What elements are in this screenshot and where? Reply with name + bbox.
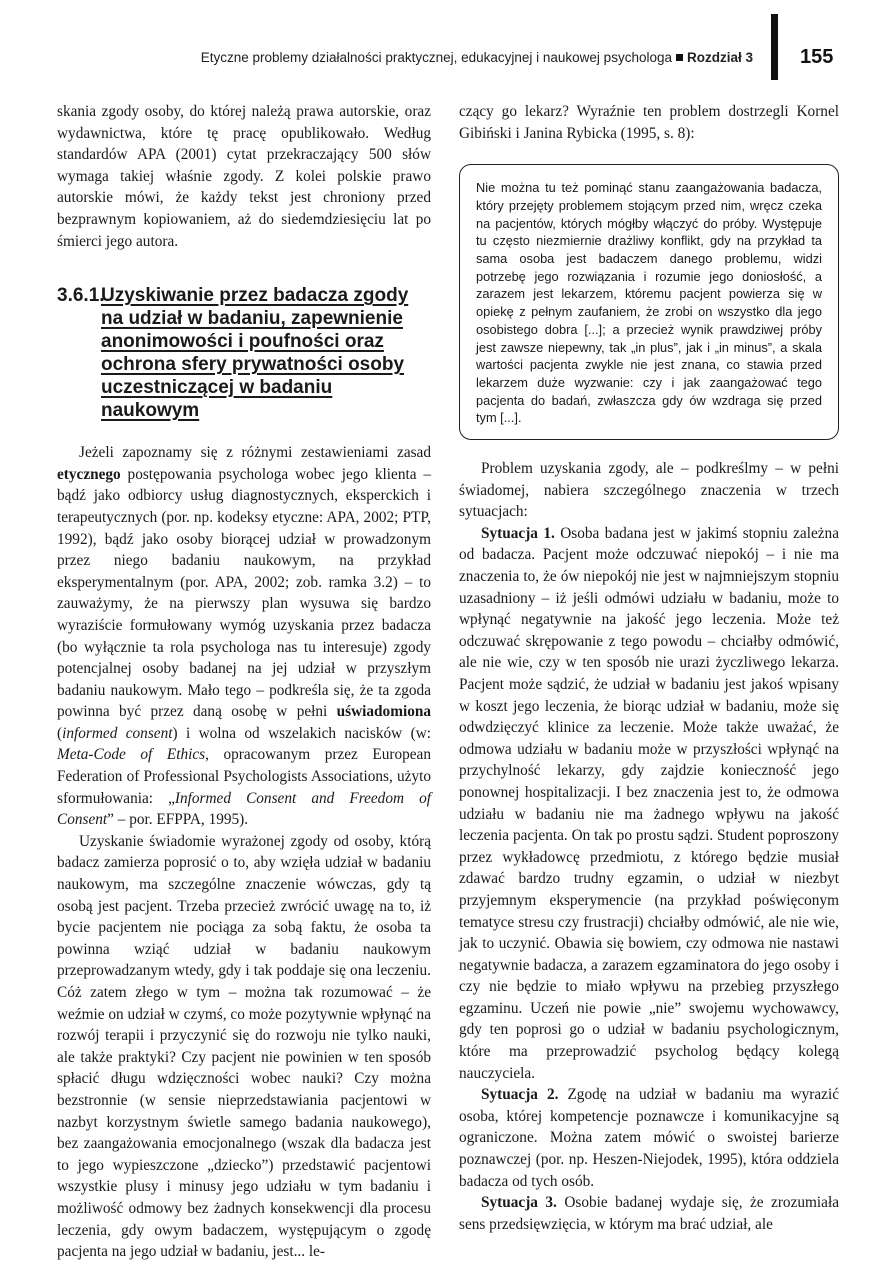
chapter-label: Rozdział 3 bbox=[686, 50, 753, 65]
header-divider-bar bbox=[771, 14, 778, 80]
section-title: Uzyskiwanie przez badacza zgody na udział w badaniu, zapewnienie anonimowości i poufności oraz ochrona sfery prywatności osoby uczestniczącej w badaniu naukowym bbox=[101, 285, 409, 422]
situation-label: Sytuacja 1. bbox=[481, 524, 555, 542]
paragraph: Uzyskanie świadomie wyrażonej zgody od osoby, którą badacz zamierza poprosić o to, aby wzięła udział w badaniu naukowym, ma szczególne znaczenie wówczas, gdy tą osobą jest pacjent. Trzeba przecież zwrócić uwagę na to, iż bycie pacjentem nie pociąga za sobą faktu, że osoba ta powinna wziąć udział w badaniu naukowym przeprowadzanym wtedy, gdy i tak poddaje się ona leczeniu. Cóż zatem złego w tym – można tak rozumować – że weźmie on udział w czymś, co może pozytywnie wpłynąć na rozwój terapii i przyczynić się do rozwoju nie tylko nauki, ale także praktyki? Czy pacjent nie powinien w ten sposób spłacić długu wdzięczności wobec nauki? Czy można bezstronnie (w sensie nieprzedstawiania pacjentowi w nazbyt korzystnym świetle samego badania naukowego), bez zaangażowania emocjonalnego (wszak dla badacza jest to jego wypieszczone „dziecko”) przedstawić pacjentowi wszystkie plusy i minusy jego udziału w tym badaniu i możliwość odmowy bez żadnych konsekwencji dla procesu leczenia, gdy owym badaczem, występującym o zgodę pacjenta na jego udział w badaniu, jest... le- bbox=[57, 832, 431, 1261]
right-column bbox=[459, 101, 839, 1235]
italic-term: Informed Consent and Freedom of Consent bbox=[57, 789, 432, 829]
paragraph: skania zgody osoby, do której należą prawa autorskie, oraz wydawnictwa, które tę pracę opublikowało. Według standardów APA (2001) cytat przekraczający 500 słów wymaga takiej właśnie zgody. Z kolei polskie prawo autorskie mówi, że każdy tekst jest chroniony przed bezprawnym kopiowaniem, aż do siedemdziesięciu lat po śmierci jego autora. bbox=[57, 103, 431, 250]
section-heading bbox=[57, 284, 431, 422]
paragraph: czący go lekarz? Wyraźnie ten problem dostrzegli Kornel Gibiński i Janina Rybicka (1995, s. 8): bbox=[459, 103, 839, 142]
bold-term: uświadomiona bbox=[336, 703, 431, 721]
situation-3: Sytuacja 3. Osobie badanej wydaje się, że zrozumiała sens przedsięwzięcia, w którym ma brać udział, ale bbox=[459, 1194, 839, 1233]
situation-1: Sytuacja 1. Osoba badana jest w jakimś stopniu zależna od badacza. Pacjent może odczuwać niepokój – i nie ma znaczenia to, że ów niepokój nie jest w najmniejszym stopniu uzasadniony – iż jeśli odmówi udziału w badaniu, może to wpłynąć negatywnie na jakość jego leczenia. Może też odczuwać skrępowanie z tego powodu – chciałby odmówić, ale nie wie, czy w ten sposób nie urazi życzliwego lekarza. Pacjent może sądzić, że udział w badaniu jest jakoś wpisany w koszt jego leczenia, że biorąc udział w badaniu, może się odwdzięczyć klinice za leczenie. Może także uważać, że odmowa udziału w badaniu może w przyszłości wpłynąć na przychylność lekarzy, gdy zajdzie konieczność jego ponownej hospitalizacji. I bez znaczenia jest to, że odmowa udziału w badaniu nie ma żadnego wpływu na jakość leczenia pacjenta. On tak po prostu sądzi. Student poproszony przez wykładowcę przedmiotu, z którego będzie musiał zdawać bardzo trudny egzamin, o udział w niezbyt przyjemnym eksperymencie (na przykład poświęconym tematyce stresu czy frustracji) chciałby odmówić, ale nie wie, jak to uczynić. Obawia się bowiem, czy odmowa nie nastawi negatywnie badacza, a zarazem egzaminatora do jego osoby i czy nie będzie to miało wpływu na przebieg przyszłego egzaminu. Uczeń nie powie „nie” swojemu wychowawcy, gdy ten poprosi go o udział w badaniu psychologicznym, które ma przeprowadzić psycholog będący kolegą nauczyciela. bbox=[459, 524, 839, 1082]
situation-label: Sytuacja 3. bbox=[481, 1194, 557, 1212]
situation-label: Sytuacja 2. bbox=[481, 1086, 559, 1104]
italic-term: Meta-Code of Ethics bbox=[57, 746, 206, 764]
section-number: 3.6.1. bbox=[57, 285, 105, 307]
italic-term: informed consent bbox=[62, 724, 173, 742]
running-title: Etyczne problemy działalności praktycznej, edukacyjnej i naukowej psychologa bbox=[200, 50, 672, 65]
square-bullet-icon bbox=[676, 54, 683, 61]
running-header bbox=[201, 50, 753, 65]
bold-term: etycznego bbox=[57, 465, 121, 483]
paragraph: Problem uzyskania zgody, ale – podkreślmy – w pełni świadomej, nabiera szczególnego znaczenia w trzech sytuacjach: bbox=[459, 460, 839, 521]
page-number: 155 bbox=[800, 46, 834, 68]
paragraph: Jeżeli zapoznamy się z różnymi zestawieniami zasad etycznego postępowania psychologa wobec jego klienta – bądź jako odbiorcy usług diagnostycznych, eksperckich i terapeutycznych (por. np. kodeksy etyczne: APA, 2002; PTP, 1992), bądź jako osoby biorącej udział w prowadzonym przez niego badaniu naukowym, na przykład eksperymentalnym (por. APA, 2002; zob. ramka 3.2) – to zauważymy, że na pierwszy plan wysuwa się bardzo wyraziście formułowany wymóg uzyskania przez badacza (bo wyłącznie ta rola psychologa nas tu interesuje) zgody potencjalnej osoby badanej na jej udział w przyszłym badaniu naukowym. Mało tego – podkreśla się, że ta zgoda powinna być przez daną osobę w pełni uświadomiona (informed consent) i wolna od wszelakich nacisków (w: Meta-Code of Ethics, opracowanym przez European Federation of Professional Psychologists Associations, użyto sformułowania: „Informed Consent and Freedom of Consent” – por. EFPPA, 1995). bbox=[57, 444, 432, 829]
situation-2: Sytuacja 2. Zgodę na udział w badaniu ma wyrazić osoba, której kompetencje poznawcze i komunikacyjne są ograniczone. Można zatem mówić o swoistej barierze poznawczej (por. np. Heszen-Niejodek, 1995), która oddziela badacza od tych osób. bbox=[459, 1086, 839, 1190]
left-column bbox=[57, 101, 431, 1263]
quote-box: Nie można tu też pominąć stanu zaangażowania badacza, który przejęty problemem stojącym przed nim, wręcz czeka na pacjentów, których mógłby włączyć do próby. Występuje tu często niezmiernie drażliwy konflikt, gdy na przykład ta sama osoba jest badaczem danego problemu, widzi potrzebę jego rozwiązania i rozumie jego doniosłość, a zarazem jest lekarzem, któremu pacjent powierza się w opiekę z pełnym zaufaniem, że zrobi on wszystko dla jego osobistego dobra [...]; a przecież wynik prawdziwej próby jest zawsze niepewny, tak „in plus”, jak i „in minus”, a skala wartości pacjenta zwykle nie jest znana, co stawia przed lekarzem duże wyzwanie: czy i jak zaangażować tego pacjenta do badań, zwłaszcza gdy ów wzdraga się przed tym [...]. bbox=[459, 164, 839, 440]
